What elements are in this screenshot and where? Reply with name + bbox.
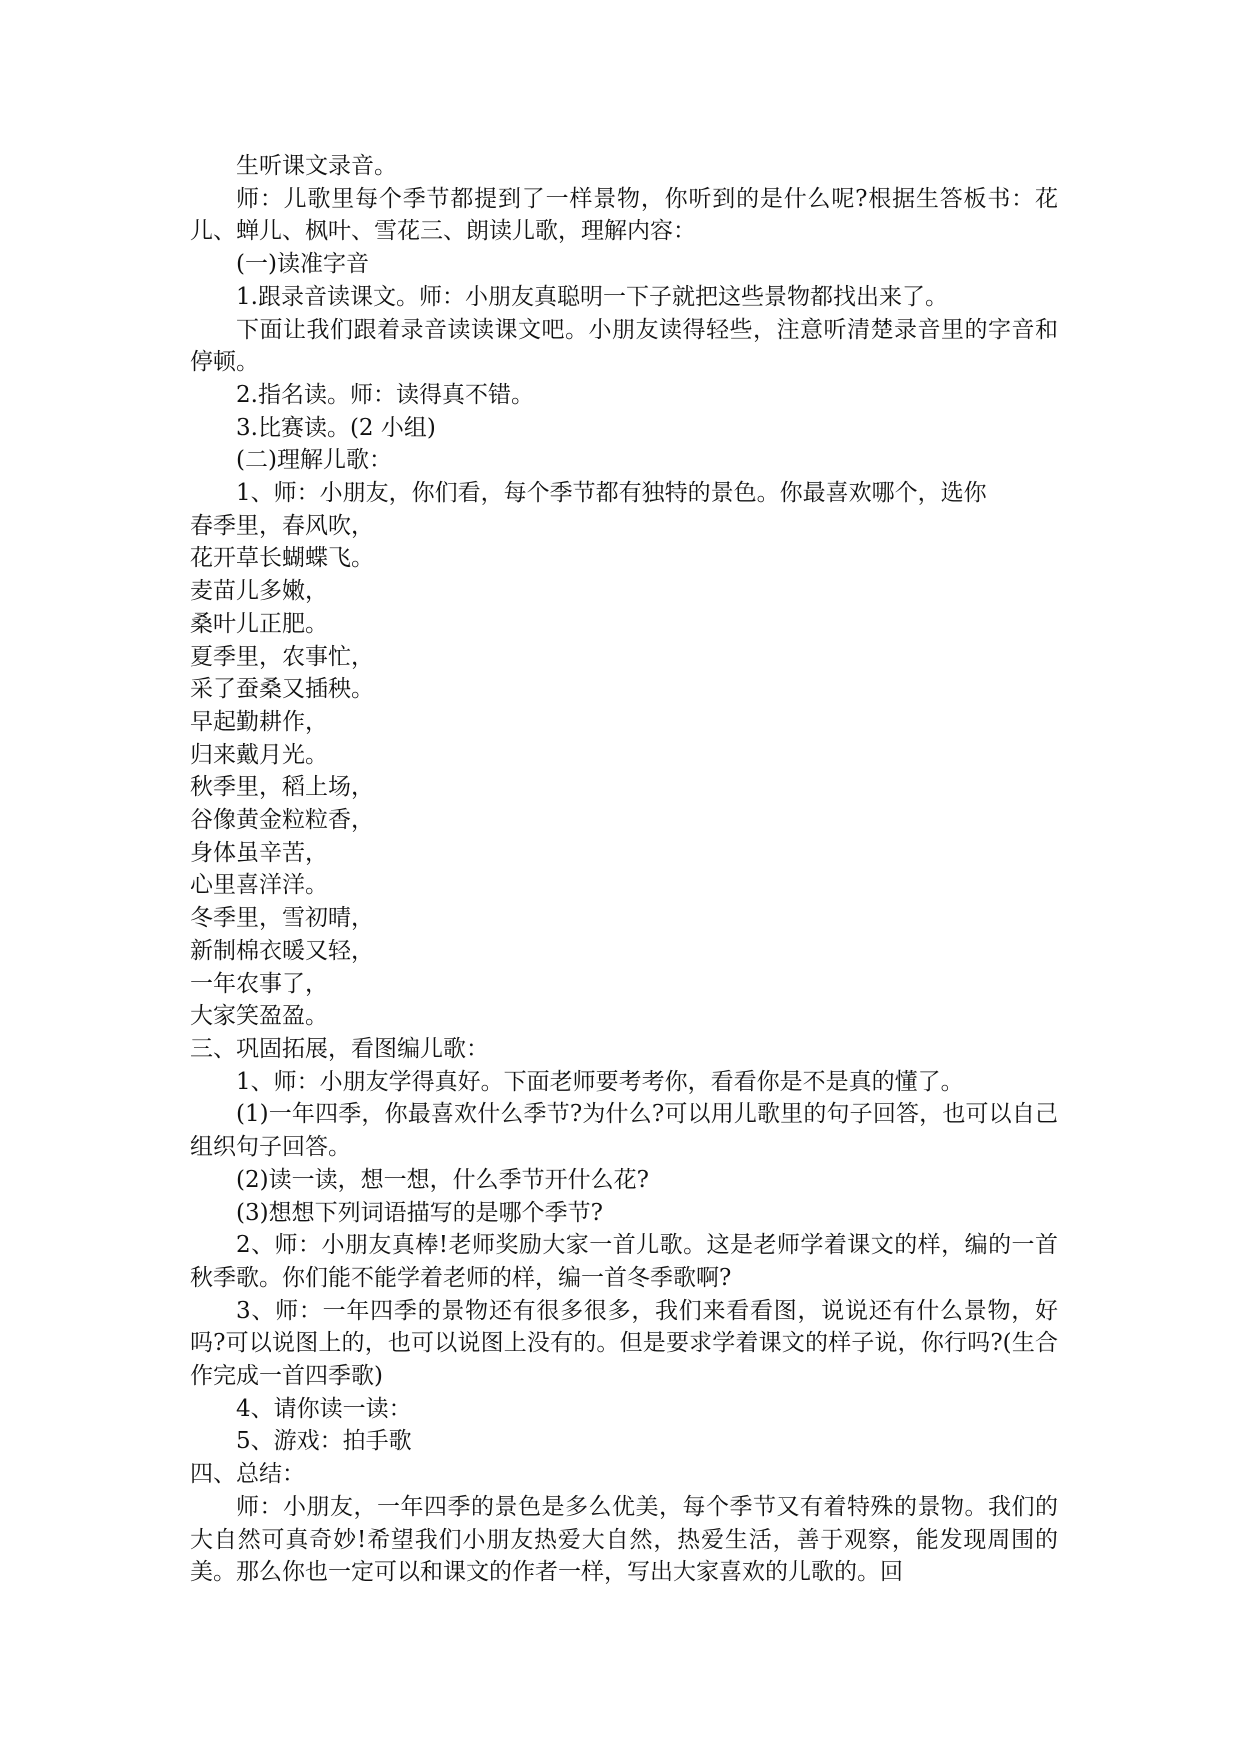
poem-line: 秋季里，稻上场， xyxy=(190,774,374,801)
paragraph: 4、请你读一读： xyxy=(236,1395,412,1422)
poem-line: 大家笑盈盈。 xyxy=(190,1003,328,1030)
paragraph: (3)想想下列词语描写的是哪个季节? xyxy=(236,1199,603,1226)
poem-line: 采了蚕桑又插秧。 xyxy=(190,676,374,703)
poem-line: 花开草长蝴蝶飞。 xyxy=(190,545,374,572)
poem-line: 新制棉衣暖又轻， xyxy=(190,937,374,964)
paragraph: 师：儿歌里每个季节都提到了一样景物，你听到的是什么呢?根据生答板书：花儿、蝉儿、枫叶、雪花三、朗读儿歌，理解内容： xyxy=(190,185,1058,245)
poem-line: 身体虽辛苦， xyxy=(190,839,328,866)
paragraph: 1、师：小朋友学得真好。下面老师要考考你，看看你是不是真的懂了。 xyxy=(236,1068,964,1095)
paragraph: (1)一年四季，你最喜欢什么季节?为什么?可以用儿歌里的句子回答，也可以自己组织句子回答。 xyxy=(190,1101,1058,1161)
paragraph: (2)读一读，想一想，什么季节开什么花? xyxy=(236,1166,649,1193)
paragraph: 1、师：小朋友，你们看，每个季节都有独特的景色。你最喜欢哪个，选你 xyxy=(236,480,987,507)
paragraph: 1.跟录音读课文。师：小朋友真聪明一下子就把这些景物都找出来了。 xyxy=(236,283,948,310)
paragraph: 下面让我们跟着录音读读课文吧。小朋友读得轻些，注意听清楚录音里的字音和停顿。 xyxy=(190,316,1058,376)
paragraph: 师：小朋友，一年四季的景色是多么优美，每个季节又有着特殊的景物。我们的大自然可真奇妙!希望我们小朋友热爱大自然，热爱生活，善于观察，能发现周围的美。那么你也一定可以和课文的作者一样，写出大家喜欢的儿歌的。回 xyxy=(190,1493,1058,1586)
poem-line: 桑叶儿正肥。 xyxy=(190,610,328,637)
poem-line: 早起勤耕作， xyxy=(190,708,328,735)
paragraph: 3.比赛读。(2 小组) xyxy=(236,414,436,441)
poem-line: 麦苗儿多嫩， xyxy=(190,578,328,605)
poem-line: 夏季里，农事忙， xyxy=(190,643,374,670)
poem-line: 心里喜洋洋。 xyxy=(190,872,328,899)
paragraph: 2.指名读。师：读得真不错。 xyxy=(236,381,534,408)
poem-line: 冬季里，雪初晴， xyxy=(190,905,374,932)
paragraph: 2、师：小朋友真棒!老师奖励大家一首儿歌。这是老师学着课文的样，编的一首秋季歌。你们能不能学着老师的样，编一首冬季歌啊? xyxy=(190,1232,1058,1291)
poem-line: 谷像黄金粒粒香， xyxy=(190,807,374,834)
paragraph: (二)理解儿歌： xyxy=(236,447,392,474)
paragraph: 生听课文录音。 xyxy=(236,153,397,179)
document-body xyxy=(190,150,1058,1589)
section-heading: 三、巩固拓展，看图编儿歌： xyxy=(190,1035,489,1062)
paragraph: (一)读准字音 xyxy=(236,251,369,278)
poem-line: 归来戴月光。 xyxy=(190,741,328,768)
poem-line: 一年农事了， xyxy=(190,970,328,997)
paragraph: 3、师：一年四季的景物还有很多很多，我们来看看图，说说还有什么景物，好吗?可以说图上的，也可以说图上没有的。但是要求学着课文的样子说，你行吗?(生合作完成一首四季歌) xyxy=(190,1297,1058,1390)
poem-line: 春季里，春风吹， xyxy=(190,512,374,539)
paragraph: 5、游戏：拍手歌 xyxy=(236,1428,412,1455)
section-heading: 四、总结： xyxy=(190,1461,305,1488)
